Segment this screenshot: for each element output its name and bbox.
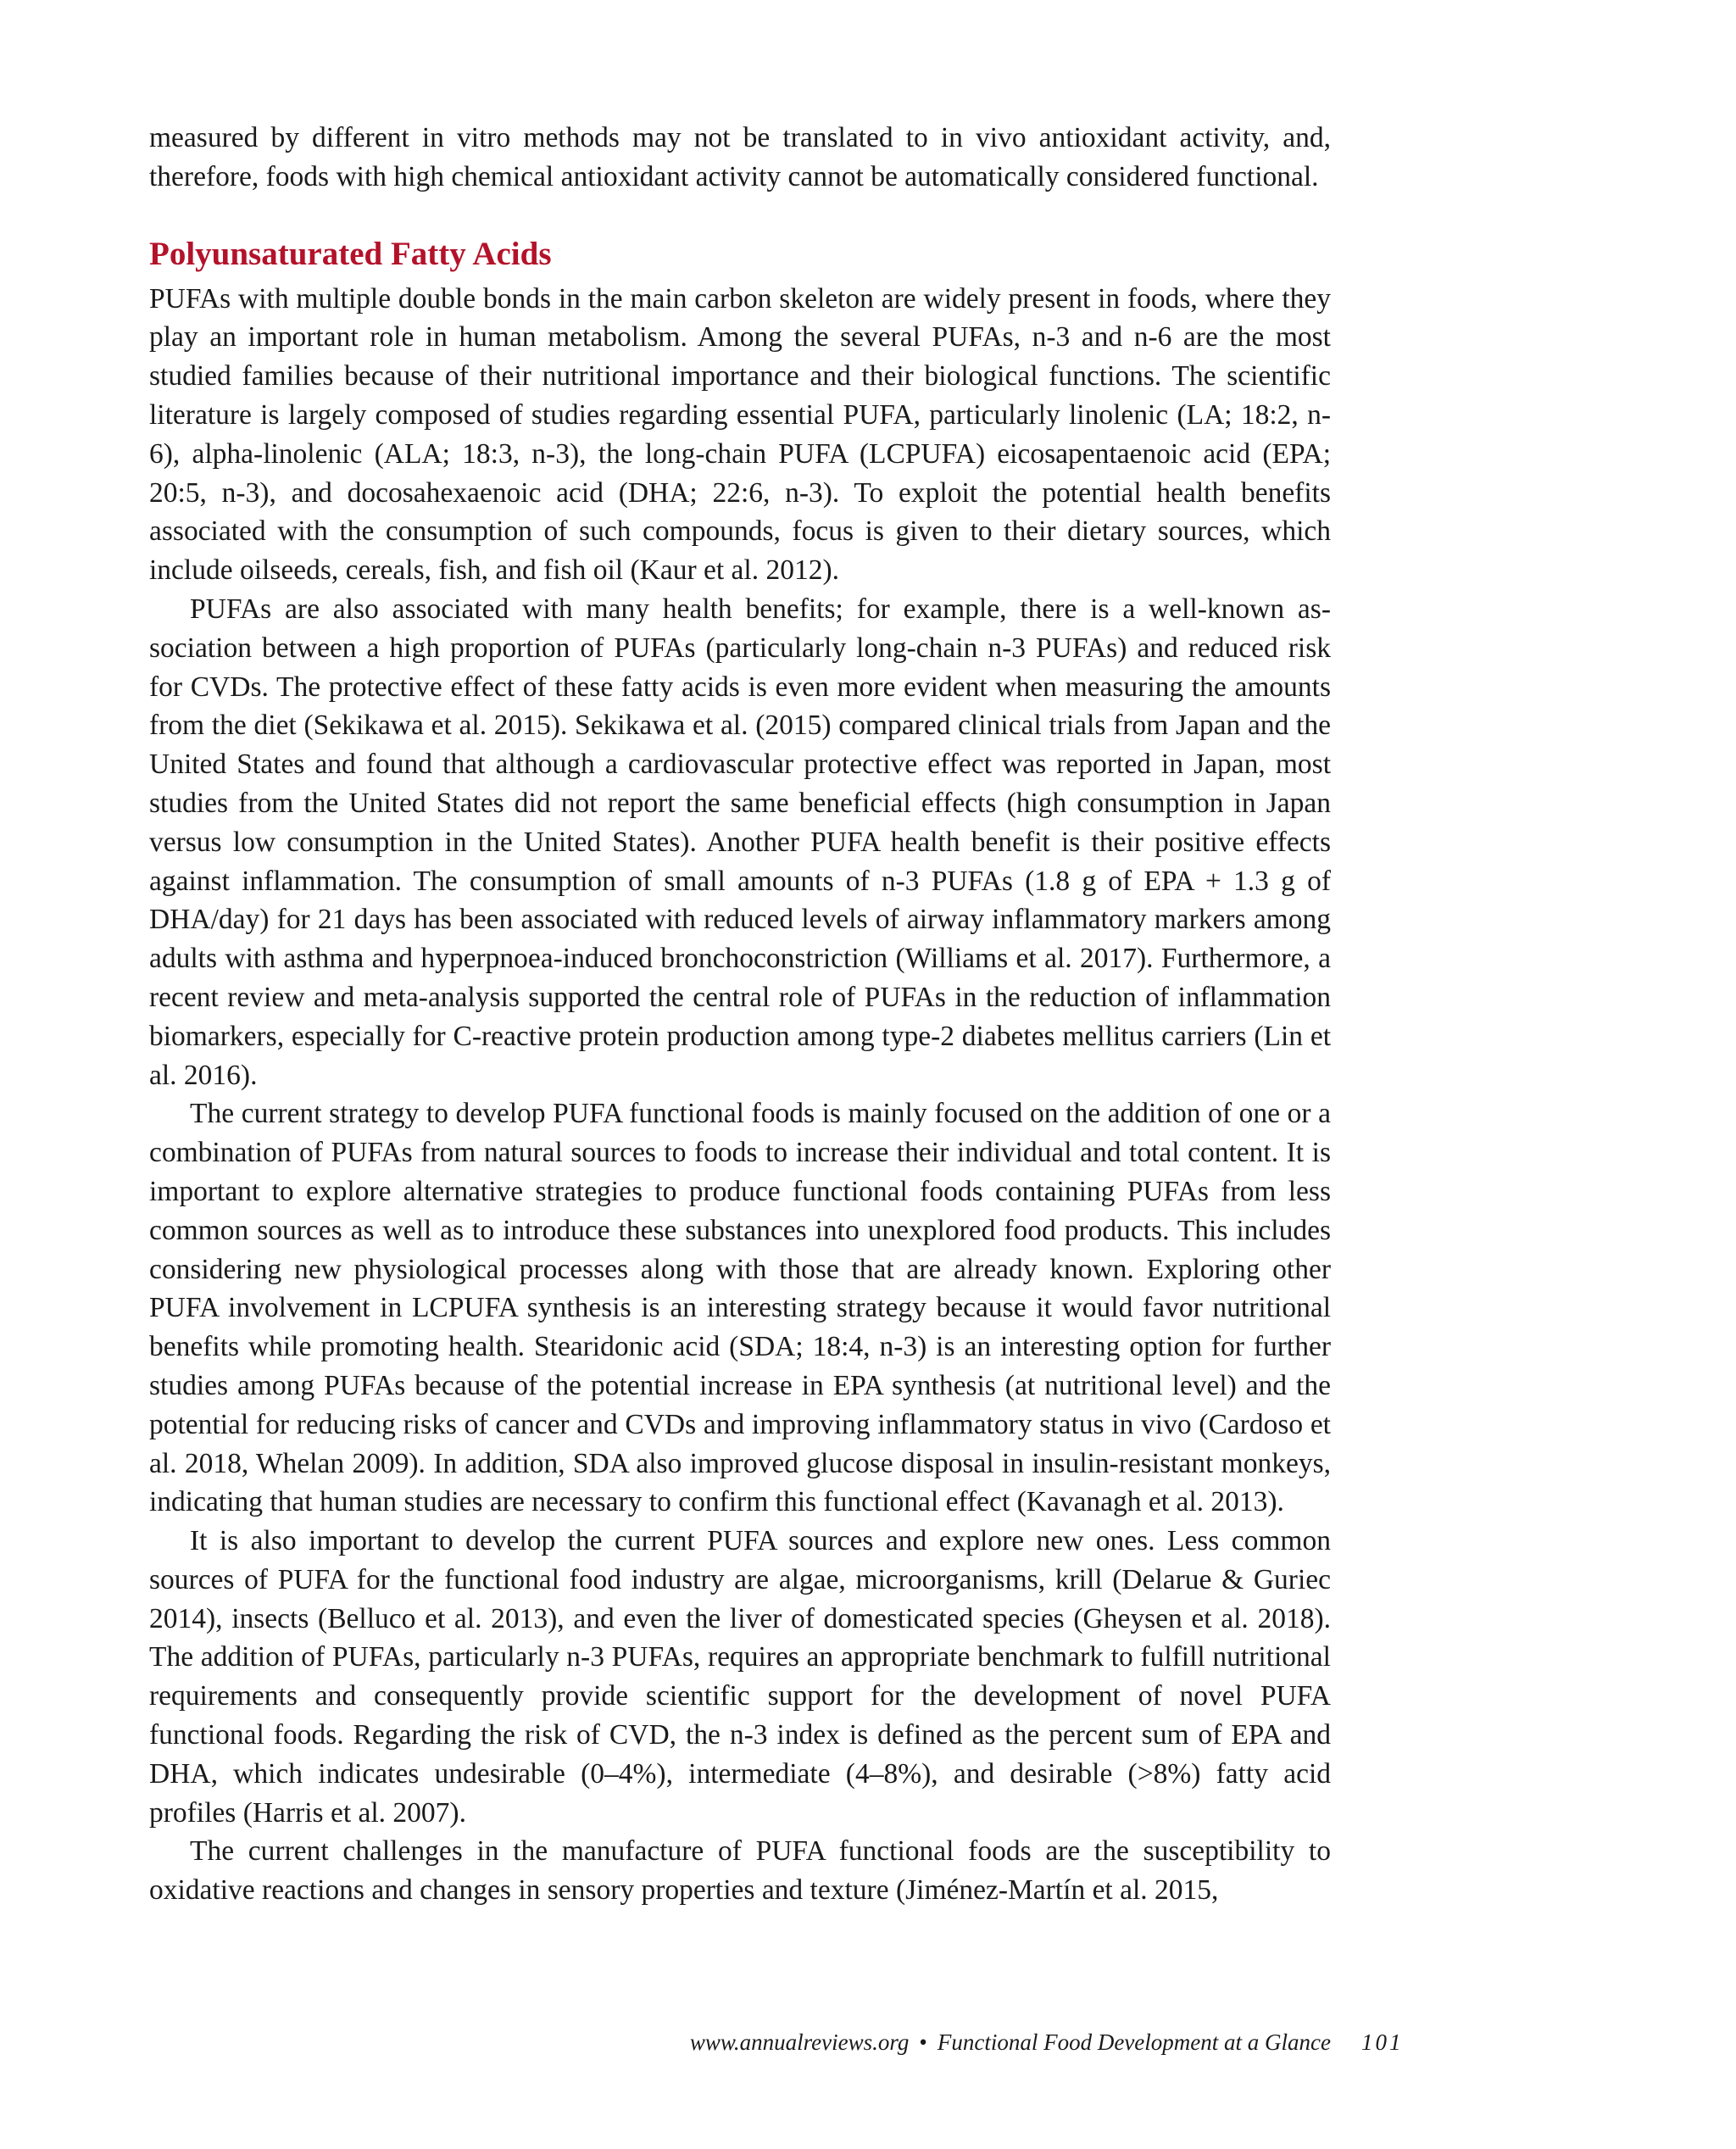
- footer-running-title: Functional Food Development at a Glance: [937, 2029, 1331, 2055]
- body-paragraph: The current challenges in the manufacture of PUFA functional foods are the susceptibility to oxidative reactions and changes in sensory properties and texture (Jiménez-Martín et al. 2015,: [149, 1835, 1331, 1907]
- page-number: 101: [1361, 2029, 1404, 2055]
- intro-paragraph: measured by different in vitro methods may not be translated to in vivo antioxidant activity, and, therefore, foods with high chemical antioxidant activity cannot be automatically considered functional.: [149, 122, 1331, 192]
- footer-url: www.annualreviews.org: [689, 2029, 910, 2055]
- body-paragraph: PUFAs are also associated with many health benefits; for example, there is a well-known association between a high proportion of PUFAs (particularly long-chain n-3 PUFAs) and reduced risk for CVDs. The protective effect of these fatty acids is even more evident when measuring the amounts from the diet (Sekikawa et al. 2015). Sekikawa et al. (2015) compared clinical trials from Japan and the United States and found that although a cardiovascular protective effect was reported in Japan, most studies from the United States did not report the same beneficial effects (high consumption in Japan versus low consumption in the United States). Another PUFA health benefit is their positive effects against inflammation. The consumption of small amounts of n-3 PUFAs (1.8 g of EPA + 1.3 g of DHA/day) for 21 days has been associated with reduced levels of airway inflammatory markers among adults with asthma and hyperpnoea-induced bronchoconstriction (Williams et al. 2017). Furthermore, a recent review and meta-analysis supported the central role of PUFAs in the reduction of inflammation biomarkers, especially for C-reactive protein production among type-2 diabetes mellitus carriers (Lin et al. 2016).: [149, 593, 1331, 1091]
- body-paragraph: It is also important to develop the current PUFA sources and explore new ones. Less common sources of PUFA for the functional food industry are algae, microorganisms, krill (Delarue & Guriec 2014), insects (Belluco et al. 2013), and even the liver of domesticated species (Gheysen et al. 2018). The addition of PUFAs, particularly n-3 PUFAs, requires an appropriate benchmark to fulfill nutritional requirements and consequently provide scientific support for the development of novel PUFA functional foods. Regarding the risk of CVD, the n-3 index is defined as the percent sum of EPA and DHA, which indicates undesirable (0–4%), intermediate (4–8%), and desirable (>8%) fatty acid profiles (Harris et al. 2007).: [149, 1525, 1331, 1829]
- body-paragraph: The current strategy to develop PUFA functional foods is mainly focused on the addition of one or a combination of PUFAs from natural sources to foods to increase their individual and total content. It is important to explore alternative strategies to produce functional foods containing PUFAs from less common sources as well as to introduce these substances into unexplored food products. This includes considering new physiological processes along with those that are already known. Exploring other PUFA involvement in LCPUFA synthesis is an interesting strategy because it would favor nutritional benefits while promoting health. Stearidonic acid (SDA; 18:4, n-3) is an interesting option for further studies among PUFAs because of the potential increase in EPA synthesis (at nutritional level) and the potential for reducing risks of cancer and CVDs and improving inflammatory status in vivo (Cardoso et al. 2018, Whelan 2009). In addition, SDA also improved glucose disposal in insulin-resistant monkeys, indicating that human studies are necessary to confirm this functional effect (Kavanagh et al. 2013).: [149, 1098, 1331, 1518]
- page-body: [149, 119, 1331, 1910]
- body-paragraph: PUFAs with multiple double bonds in the main carbon skeleton are widely present in foods, where they play an important role in human metabolism. Among the several PUFAs, n-3 and n-6 are the most studied families because of their nutritional importance and their biological functions. The scientific literature is largely composed of studies regarding essential PUFA, particularly linolenic (LA; 18:2, n-6), alpha-linolenic (ALA; 18:3, n-3), the long-chain PUFA (LCPUFA) eicosapentaenoic acid (EPA; 20:5, n-3), and docosahexaenoic acid (DHA; 22:6, n-3). To exploit the potential health benefits associated with the consumption of such compounds, focus is given to their dietary sources, which include oilseeds, cereals, fish, and fish oil (Kaur et al. 2012).: [149, 282, 1331, 587]
- running-footer: [149, 2028, 1331, 2057]
- footer-bullet: •: [919, 2029, 927, 2055]
- section-heading: Polyunsaturated Fatty Acids: [149, 235, 552, 272]
